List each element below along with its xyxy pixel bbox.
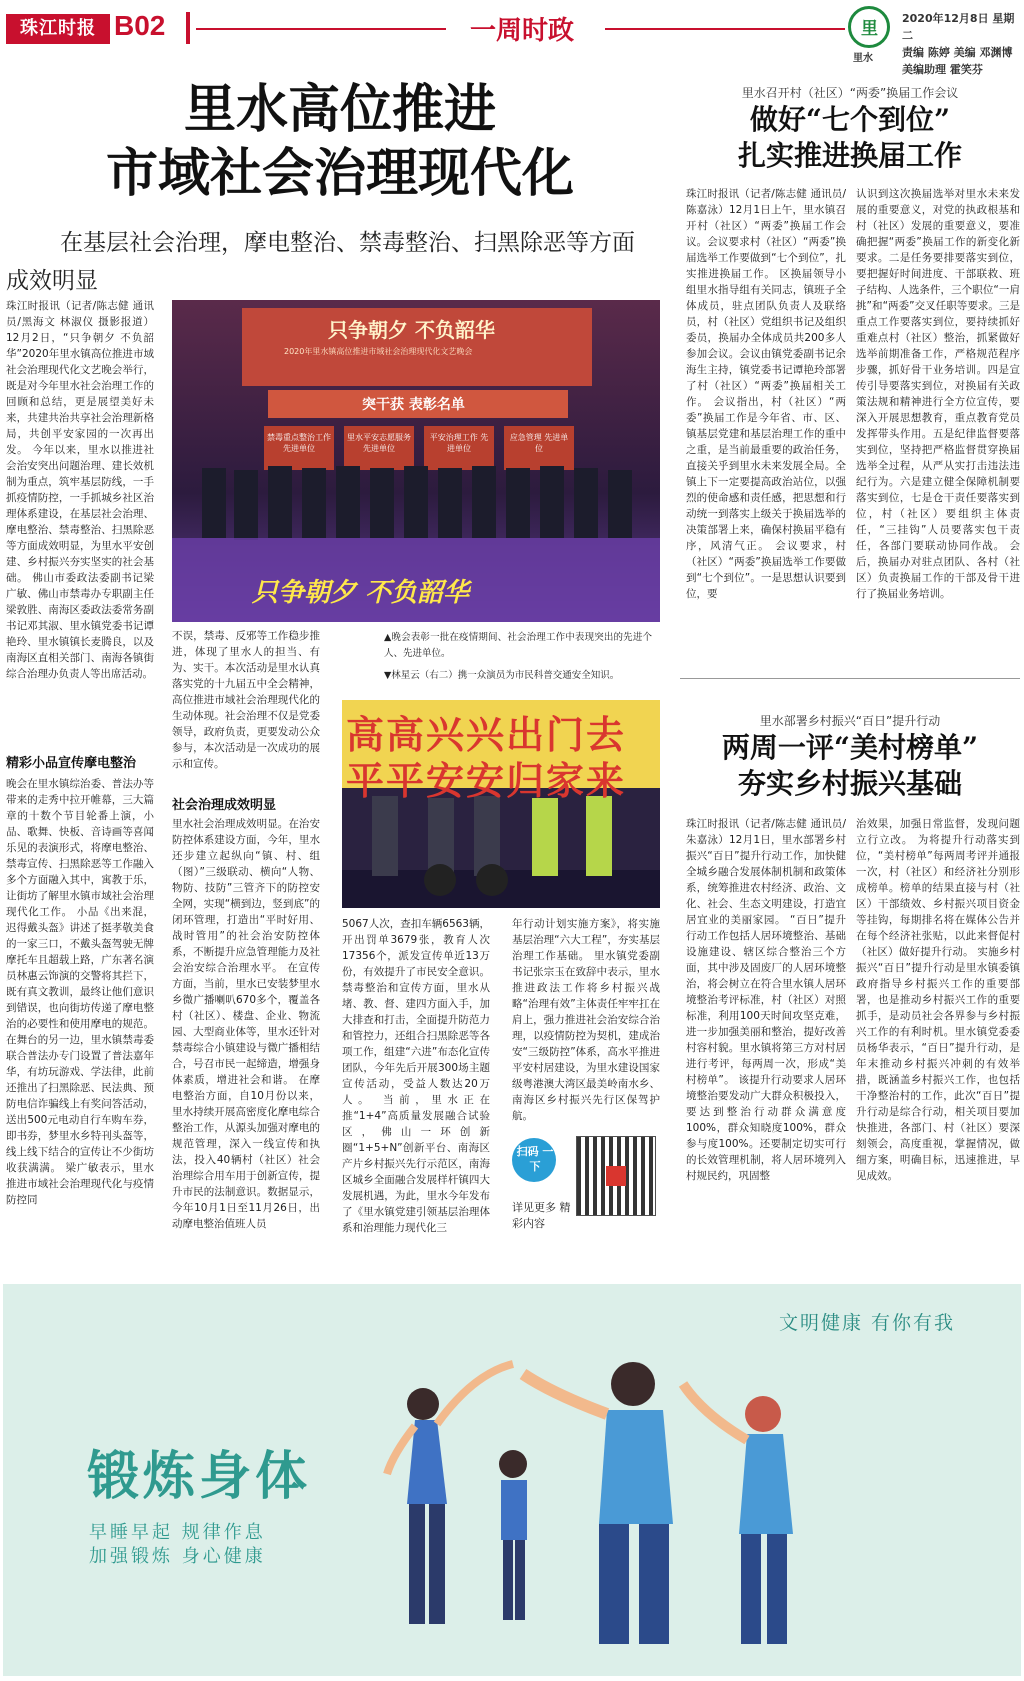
gala-award-photo — [172, 300, 660, 622]
traffic-safety-photo — [342, 700, 660, 908]
header-rule-left — [196, 28, 446, 30]
photo2-slogan-1: 高高兴兴出门去 — [346, 713, 627, 757]
story-divider — [680, 678, 1020, 679]
banner-line-2: 加强锻炼 身心健康 — [89, 1546, 266, 1567]
editors: 责编 陈婷 美编 邓渊博 — [902, 46, 1013, 59]
qr-caption: 详见更多 精彩内容 — [512, 1201, 571, 1230]
side-story1-title-line1: 做好“七个到位” — [749, 103, 951, 136]
main-story-column-2: 不误，禁毒、反邪等工作稳步推进，体现了里水人的担当、有为、实干。本次活动是里水认真落实党的十九届五中全会精神，高位推进市域社会治理现代化的生动体现。社会治理不仅是党委领导，政府负责，更要发动公众参与，本次活动是一次成功的展示和宣传。 — [172, 630, 320, 770]
side-story1-kicker: 里水召开村（社区）“两委”换届工作会议 — [741, 86, 959, 100]
side-story2-title — [680, 730, 1020, 802]
banner-title: 锻炼身体 — [87, 1446, 312, 1507]
main-story-column-4: 年行动计划实施方案》，将实施基层治理“六大工程”，夯实基层治理工作基础。 里水镇党委副书记张宗玉在致辞中表示，里水推进政法工作将乡村振兴战略“治理有效”主体责任牢牢扛在肩上，强力推进社会治安综合治理，以疫情防控为契机，建成治安“三级防控”体系，高水平推进平安村居建设，为里水建设国家级粤港澳大湾区最美岭南水乡、南海区乡村振兴先行区保驾护航。 — [512, 918, 660, 1122]
main-subtitle-end: 成效明显 — [6, 268, 98, 294]
side-story1-title — [680, 102, 1020, 174]
emblem-char: 里 — [861, 19, 878, 39]
main-story-column-2b: 里水社会治理成效明显。在治安防控体系建设方面，今年，里水还步建立起纵向“镇、村、组（图）”三级联动、横向“人物、物防、技防”三管齐下的防控安全网，实现“横到边，竖到底”的闭环管理，打造出“平时好用、战时管用”的社会治安防控体系，不断提升应急管理能力及社会治安综合治理水平。 在宣传方面，当前，里水已安装梦里水乡微广播喇叭670多个，覆盖各村（社区）、楼盘、企业、物流园、大型商业体等，里水还针对禁毒综合小镇建设与微广播相结合，号召市民一起缔造，增强身体素质，增进社会和谐。 在摩电整治方面，自10月份以来，里水持续开展高密度化摩电综合整治工作，从源头加强对摩电的规范管理，深入一线宣传和执法，投入40辆村（社区）社会治理综合用车用于创新宣传，提升市民的法制意识。数据显示，今年10月1日至11月26日，出动摩电整治值班人员 — [172, 818, 320, 1230]
photo1-subtitle: 2020年里水镇高位推进市域社会治理现代化文艺晚会 — [284, 347, 473, 356]
emblem-name: 里水 — [853, 53, 873, 64]
header-divider — [186, 12, 190, 44]
main-story-column-3: 5067人次，查扣车辆6563辆，开出罚单3679张，教育人次17356个，派发宣传单近13万份，有效提升了市民安全意识。 禁毒整治和宣传方面，里水从堵、教、督、建四方面入手，加大排查和打击，全面提升防范力和管控力，还组合扫黑除恶等各项工作，组建“六进”布态化宣传团队，今年先后开展300场主题宣传活动，受益人数达20万人。 当前，里水正在推“1+4”高质量发展融合试验区，佛山一环创新圈“1+5+N”创新平台、南海区产片乡村振兴先行示范区，南海区城乡全面融合发展样杆镇四大发展机遇，为此，里水今年发布了《里水镇党建引领基层治理体系和治理能力现代化三 — [342, 918, 490, 1234]
banner-slogan: 文明健康 有你有我 — [779, 1312, 956, 1334]
main-subtitle: 在基层社会治理，摩电整治、禁毒整治、扫黑除恶等方面 — [60, 230, 635, 256]
qr-badge-text: 扫码 一下 — [516, 1145, 554, 1173]
photo1-banner: 只争朝夕 不负韶华 — [328, 318, 495, 342]
qr-center-logo-icon — [606, 1166, 626, 1186]
main-headline-line1: 里水高位推进 — [183, 79, 496, 140]
side-story2-column-1: 珠江时报讯（记者/陈志健 通讯员/朱嘉泳）12月1日，里水部署乡村振兴“百日”提升行动工作，加快健全城乡融合发展体制机制和政策体系，统筹推进农村经济、政治、文化、社会、生态文明建设，打造宜居宜业的美丽家园。 “百日”提升行动工作包括人居环境整治、基础设施建设、辖区综合整治三个方面，其中涉及固废厂的人居环境整治，将会树立在符合里水镇人居环境整治考评标准，村（社区）对照标准，利用100天时间攻坚克难，进一步加强美丽和整治，提好改善村容村貌。里水镇将第三方对村居进行考评，每两周一次，形成“美村榜单”。 该提升行动要求人居环境整治要发动广大群众积极投入，要达到整治行动群众满意度100%，群众知晓度100%，群众参与度100%。还要制定切实可行的长效管理机制，将人居环境列入村规民约，巩固整 — [686, 818, 846, 1182]
main-story-column-1b: 晚会在里水镇综治委、普法办等带来的走秀中拉开帷幕，三大篇章的十数个节目轮番上演，小品、歌舞、快板、音诗画等喜闻乐见的表演形式，将摩电整治、禁毒宣传、扫黑除恶等工作融入多个方面融入其中，寓教于乐，让街坊了解里水镇市域社会治理现代化工作。 小品《出来混，迟得戴头盔》讲述了挺孝敬美食的一家三口，不戴头盔驾驶无牌摩托车且超载上路，广东著名演员林惠云饰演的交警将其拦下，既有真文教训，最终让他们意识到错误，也向街坊传递了摩电整治的必要性和使用摩电的规范。 在舞台的另一边，里水镇禁毒委联合普法办专门设置了普法嘉年华，有坊玩游戏、学法律，此前还推出了扫黑除恶、民法典、预防电信诈骗线上有奖问答活动，送出500元电动自行车购车券，即书券，梦里水乡特刊头盔等，线上线下结合的宣传让不少街坊收获满满。 梁广敏表示，里水推进市域社会治理现代化与疫情防控同 — [6, 778, 154, 1206]
section-title: 一周时政 — [470, 16, 575, 46]
photo1-award-1: 禁毒重点整治工作 先进单位 — [267, 433, 331, 453]
photo1-award-2: 里水平安志愿服务 先进单位 — [347, 433, 411, 453]
newspaper-logo: 珠江时报 — [6, 14, 110, 44]
photo1-caption: ▲晚会表彰一批在疫情期间、社会治理工作中表现突出的先进个人、先进单位。 — [384, 632, 652, 659]
side-story1-title-line2: 扎实推进换届工作 — [737, 139, 962, 172]
main-headline — [60, 78, 620, 206]
main-headline-line2: 市域社会治理现代化 — [105, 143, 574, 204]
side-story2-title-line2: 夯实乡村振兴基础 — [737, 767, 962, 800]
page-number: B02 — [114, 10, 166, 41]
issue-info — [902, 10, 1024, 78]
qr-promo — [512, 1132, 660, 1246]
side-story1-column-1: 珠江时报讯（记者/陈志健 通讯员/陈嘉泳）12月1日上午，里水镇召开村（社区）“两委”换届工作会议。会议要求村（社区）“两委”换届选举工作要做到“七个到位”，扎实推进换届工作。 区换届领导小组里水指导组有关同志，镇班子全体成员，驻点团队负责人及联络员，村（社区）党组织书记及组织委员，换届办全体成员共200多人参加会议。会议由镇党委副书记余海生主持，镇党委书记谭艳玲部署了村（社区）“两委”换届相关工作。 会议指出，村（社区）“两委”换届工作是今年省、市、区、镇基层党建和基层治理工作的重中之重，是当前最重要的政治任务，直接关乎到里水未来发展全局。全镇上下一定要提高政治站位，以强烈的使命感和责任感，把思想和行动统一到落实上级关于换届选举的决策部署上来，确保村换届平稳有序，风清气正。 会议要求，村（社区）“两委”换届选举工作要做到“七个到位”。一是思想认识要到位，要 — [686, 188, 846, 600]
issue-date: 2020年12月8日 星期二 — [902, 12, 1015, 42]
main-story-subhead-1: 精彩小品宣传摩电整治 — [6, 756, 137, 771]
header-rule-right — [605, 28, 845, 30]
photo1-floor-banner: 只争朝夕 不负韶华 — [252, 578, 470, 608]
side-story2-kicker: 里水部署乡村振兴“百日”提升行动 — [759, 714, 941, 728]
photo1-panel: 突干获 表彰名单 — [362, 397, 465, 413]
public-service-banner — [3, 1284, 1021, 1676]
assistant-editor: 美编助理 霍笑芬 — [902, 63, 983, 76]
side-story2-column-2: 治效果，加强日常监督，发现问题立行立改。 为将提升行动落实到位，“美村榜单”每两周考评并通报一次，村（社区）和经济社分别形成榜单。榜单的结果直接与村（社区）干部绩效、乡村振兴项目资金等挂钩，每期排名将在媒体公告并在每个经济社张贴，以此来督促村（社区）做好提升行动。 实施乡村振兴“百日”提升行动是里水镇委镇政府指导乡村振兴工作的重要部署，也是推动乡村振兴工作的重要抓手，是动员社会各界参与乡村振兴工作的有利时机。里水镇党委委员杨华表示，“百日”提升行动，是年末推动乡村振兴冲刺的有效举措，既涵盖乡村振兴工作，也包括干净整治村的工作，此次“百日”提升行动是综合行动，相关项目要加快推进，各部门、村（社区）要深刻领会，高度重视，掌握情况，做细方案，明确目标，迅速推进，早见成效。 — [856, 818, 1020, 1182]
photo1-award-3: 平安治理工作 先进单位 — [429, 433, 489, 453]
side-story1-column-2: 认识到这次换届选举对里水未来发展的重要意义，对党的执政根基和村（社区）发展的重要意义，要准确把握“两委”换届工作的新变化新要求。二是任务要排要落实到位，要把握好时间进度、干部联救、班子结构、人选条件，三个职位“一肩挑”和“两委”交叉任职等要求。三是重点工作要落实到位，要持续抓好重难点村（社区）整治，抓紧做好选举前期准备工作，严格规范程序步骤，抓好骨干业务培训。四是宣传引导要落实到位，对换届有关政策法规和精神进行全方位宣传，要深入开展思想教育，重点教育党员发挥带头作用。五是纪律监督要落实到位，坚持把严格监督贯穿换届选举全过程，从严从实打击违法违纪行为。六是建立健全保障机制要落实到位，七是仓干责任要落实到位，村（社区）要组织主体责任，“三挂钩”人员要落实包干责任，各部门要联动协同作战。 会后，换届办对驻点团队、各村（社区）负责换届工作的干部及骨干进行了换届业务培训。 — [856, 188, 1020, 600]
main-story-subhead-2: 社会治理成效明显 — [172, 798, 277, 813]
photo1-award-4: 应急管理 先进单位 — [509, 433, 569, 453]
page-header — [0, 0, 1024, 76]
main-story-column-1: 珠江时报讯（记者/陈志健 通讯员/黑海文 林淑仪 摄影报道）12月2日，“只争朝夕 不负韶华”2020年里水镇高位推进市域社会治理现代化文艺晚会举行，既是对今年里水社会治理工作的回顾和总结，更是展望美好未来，共建共治共享社会治理新格局，共创平安家园的一次再出发。 今年以来，里水以推进社会治安突出问题治理、建长效机制为重点，筑牢基层防线，一手抓疫情防控，一手抓城乡社区治理体系建设，在基层社会治理、摩电整治、禁毒整治、扫黑除恶等方面成效明显，为里水平安创建、乡村振兴夯实坚实的社会基础。 佛山市委政法委副书记梁广敏、佛山市禁毒办专职副主任梁敦胜、南海区委政法委常务副书记邓其淑、里水镇党委书记谭艳玲、里水镇镇长麦腾良，以及南海区直相关部门、南海各镇街综合治理办负责人等出席活动。 — [6, 300, 154, 680]
exercising-family-illustration — [363, 1354, 1013, 1674]
side-story2-title-line1: 两周一评“美村榜单” — [721, 731, 979, 764]
banner-line-1: 早睡早起 规律作息 — [89, 1522, 266, 1543]
photo2-caption: ▼林星云（右二）携一众演员为市民科普交通安全知识。 — [384, 670, 620, 681]
photo2-slogan-2: 平平安安归家来 — [346, 759, 627, 803]
